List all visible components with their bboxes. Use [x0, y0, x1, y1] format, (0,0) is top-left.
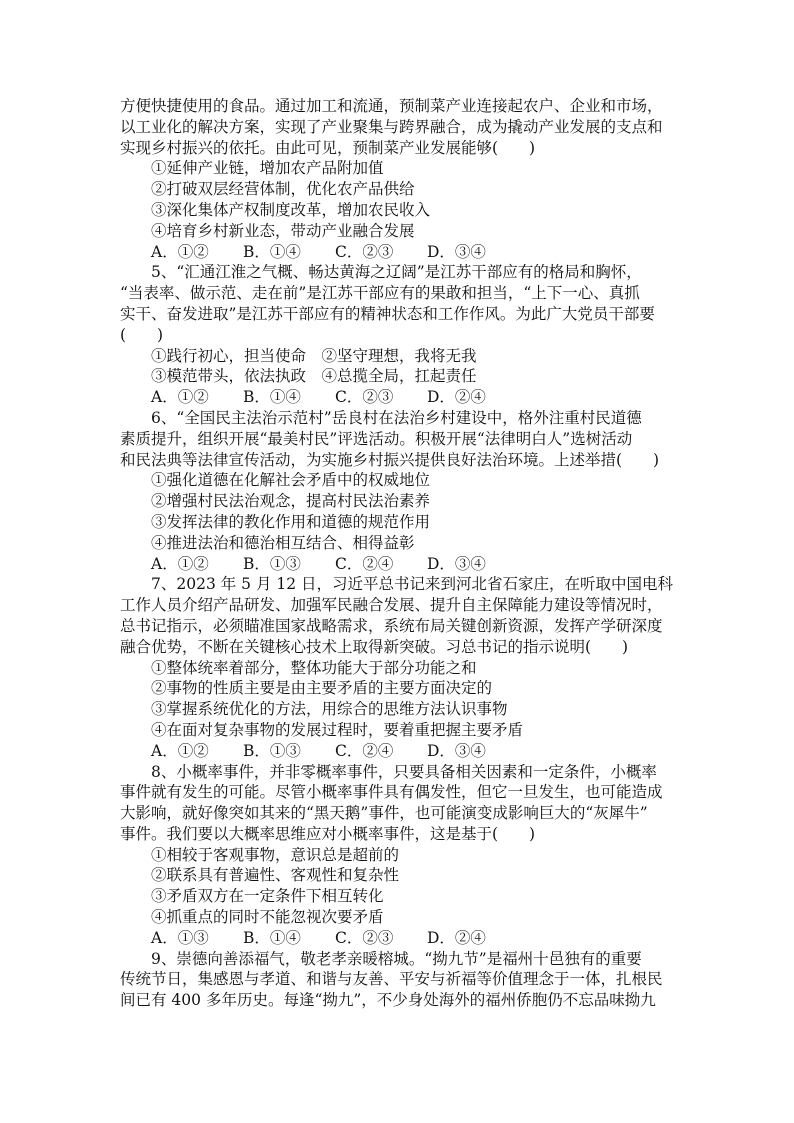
stem-line: ( ) [120, 325, 164, 344]
choice-c: C．②③ [335, 388, 394, 407]
stem-line: 事件就有发生的可能。尽管小概率事件具有偶发性，但它一旦发生，也可能造成 [120, 783, 663, 802]
stem-line: 素质提升，组织开展“最美村民”评选活动。积极开展“法律明白人”选树活动 [120, 429, 633, 448]
choice-a: A．①③ [151, 928, 209, 947]
stem-line: 工作人员介绍产品研发、加强军民融合发展、提升自主保障能力建设等情况时， [120, 596, 663, 615]
choice-d: D．②④ [427, 928, 486, 947]
question-9-stem [120, 949, 680, 1011]
option-statement: ③深化集体产权制度改革，增加农民收入 [151, 200, 431, 219]
answer-choices [120, 387, 680, 408]
answer-choices [120, 741, 680, 762]
stem-line: 9、崇德向善添福气，敬老孝亲暖榕城。“拗九节”是福州十邑独有的重要 [151, 949, 642, 968]
option-statement: ④抓重点的同时不能忽视次要矛盾 [151, 908, 384, 927]
choice-b: B．①③ [243, 741, 301, 760]
question-4-stem [120, 96, 680, 158]
choice-b: B．①④ [243, 388, 301, 407]
stem-line: 和民法典等法律宣传活动，为实施乡村振兴提供良好法治环境。上述举措( ) [120, 450, 660, 469]
option-statement: ③矛盾双方在一定条件下相互转化 [151, 887, 384, 906]
stem-line: 6、“全国民主法治示范村”岳良村在法治乡村建设中，格外注重村民道德 [151, 408, 642, 427]
answer-choices [120, 554, 680, 575]
document-page [120, 96, 680, 1011]
option-statement: ③掌握系统优化的方法，用综合的思维方法认识事物 [151, 700, 508, 719]
option-statement: ②增强村民法治观念，提高村民法治素养 [151, 492, 431, 511]
option-statement: ②打破双层经营体制，优化农产品供给 [151, 180, 415, 199]
stem-line: 融合优势，不断在关键核心技术上取得新突破。习总书记的指示说明( ) [120, 637, 629, 656]
stem-line: 大影响，就好像突如其来的“黑天鹅”事件，也可能演变成影响巨大的“灰犀牛” [120, 804, 648, 823]
option-statement: ③模范带头，依法执政 ④总揽全局，扛起责任 [151, 367, 477, 386]
choice-d: D．③④ [427, 741, 486, 760]
option-statement: ④培育乡村新业态，带动产业融合发展 [151, 221, 415, 240]
choice-a: A．①② [151, 741, 209, 760]
option-statement: ④推进法治和德治相互结合、相得益彰 [151, 533, 415, 552]
choice-b: B．①④ [243, 928, 301, 947]
choice-c: C．②③ [335, 242, 394, 261]
option-statement: ①践行初心，担当使命 ②坚守理想，我将无我 [151, 346, 477, 365]
choice-a: A．①② [151, 242, 209, 261]
stem-line: 实现乡村振兴的依托。由此可见，预制菜产业发展能够( ) [120, 138, 536, 157]
stem-line: 以工业化的解决方案，实现了产业聚集与跨界融合，成为撬动产业发展的支点和 [120, 117, 663, 136]
option-statement: ④在面对复杂事物的发展过程时，要着重把握主要矛盾 [151, 720, 524, 739]
question-5-stem [120, 262, 680, 345]
option-statement: ②联系具有普遍性、客观性和复杂性 [151, 866, 400, 885]
choice-d: D．③④ [427, 242, 486, 261]
stem-line: 7、2023 年 5 月 12 日，习近平总书记来到河北省石家庄，在听取中国电科 [151, 575, 674, 594]
option-statement: ①强化道德在化解社会矛盾中的权威地位 [151, 471, 431, 490]
stem-line: 8、小概率事件，并非零概率事件，只要具备相关因素和一定条件，小概率 [151, 762, 657, 781]
choice-b: B．①④ [243, 242, 301, 261]
question-7-stem [120, 574, 680, 657]
stem-line: 传统节日，集感恩与孝道、和谐与友善、平安与祈福等价值理念于一体，扎根民 [120, 970, 663, 989]
choice-c: C．②④ [335, 741, 394, 760]
option-statement: ③发挥法律的教化作用和道德的规范作用 [151, 512, 431, 531]
stem-line: “当表率、做示范、走在前”是江苏干部应有的果敢和担当，“上下一心、真抓 [120, 284, 640, 303]
question-8-stem [120, 762, 680, 845]
stem-line: 总书记指示，必须瞄准国家战略需求，系统布局关键创新资源，发挥产学研深度 [120, 616, 663, 635]
answer-choices [120, 928, 680, 949]
option-statement: ①相较于客观事物，意识总是超前的 [151, 845, 400, 864]
choice-b: B．①③ [243, 554, 301, 573]
stem-line: 方便快捷使用的食品。通过加工和流通，预制菜产业连接起农户、企业和市场， [120, 97, 663, 115]
choice-a: A．①② [151, 554, 209, 573]
choice-a: A．①② [151, 388, 209, 407]
option-statement: ①延伸产业链，增加农产品附加值 [151, 159, 384, 178]
choice-d: D．②④ [427, 388, 486, 407]
answer-choices [120, 242, 680, 263]
option-statement: ①整体统率着部分，整体功能大于部分功能之和 [151, 658, 477, 677]
stem-line: 5、“汇通江淮之气概、畅达黄海之辽阔”是江苏干部应有的格局和胸怀， [151, 263, 642, 282]
option-statement: ②事物的性质主要是由主要矛盾的主要方面决定的 [151, 679, 493, 698]
choice-c: C．②④ [335, 554, 394, 573]
stem-line: 事件。我们要以大概率思维应对小概率事件，这是基于( ) [120, 824, 536, 843]
stem-line: 间已有 400 多年历史。每逢“拗九”，不少身处海外的福州侨胞仍不忘品味拗九 [120, 991, 656, 1010]
stem-line: 实干、奋发进取”是江苏干部应有的精神状态和工作作风。为此广大党员干部要 [120, 304, 655, 323]
choice-d: D．③④ [427, 554, 486, 573]
choice-c: C．②③ [335, 928, 394, 947]
question-6-stem [120, 408, 680, 470]
